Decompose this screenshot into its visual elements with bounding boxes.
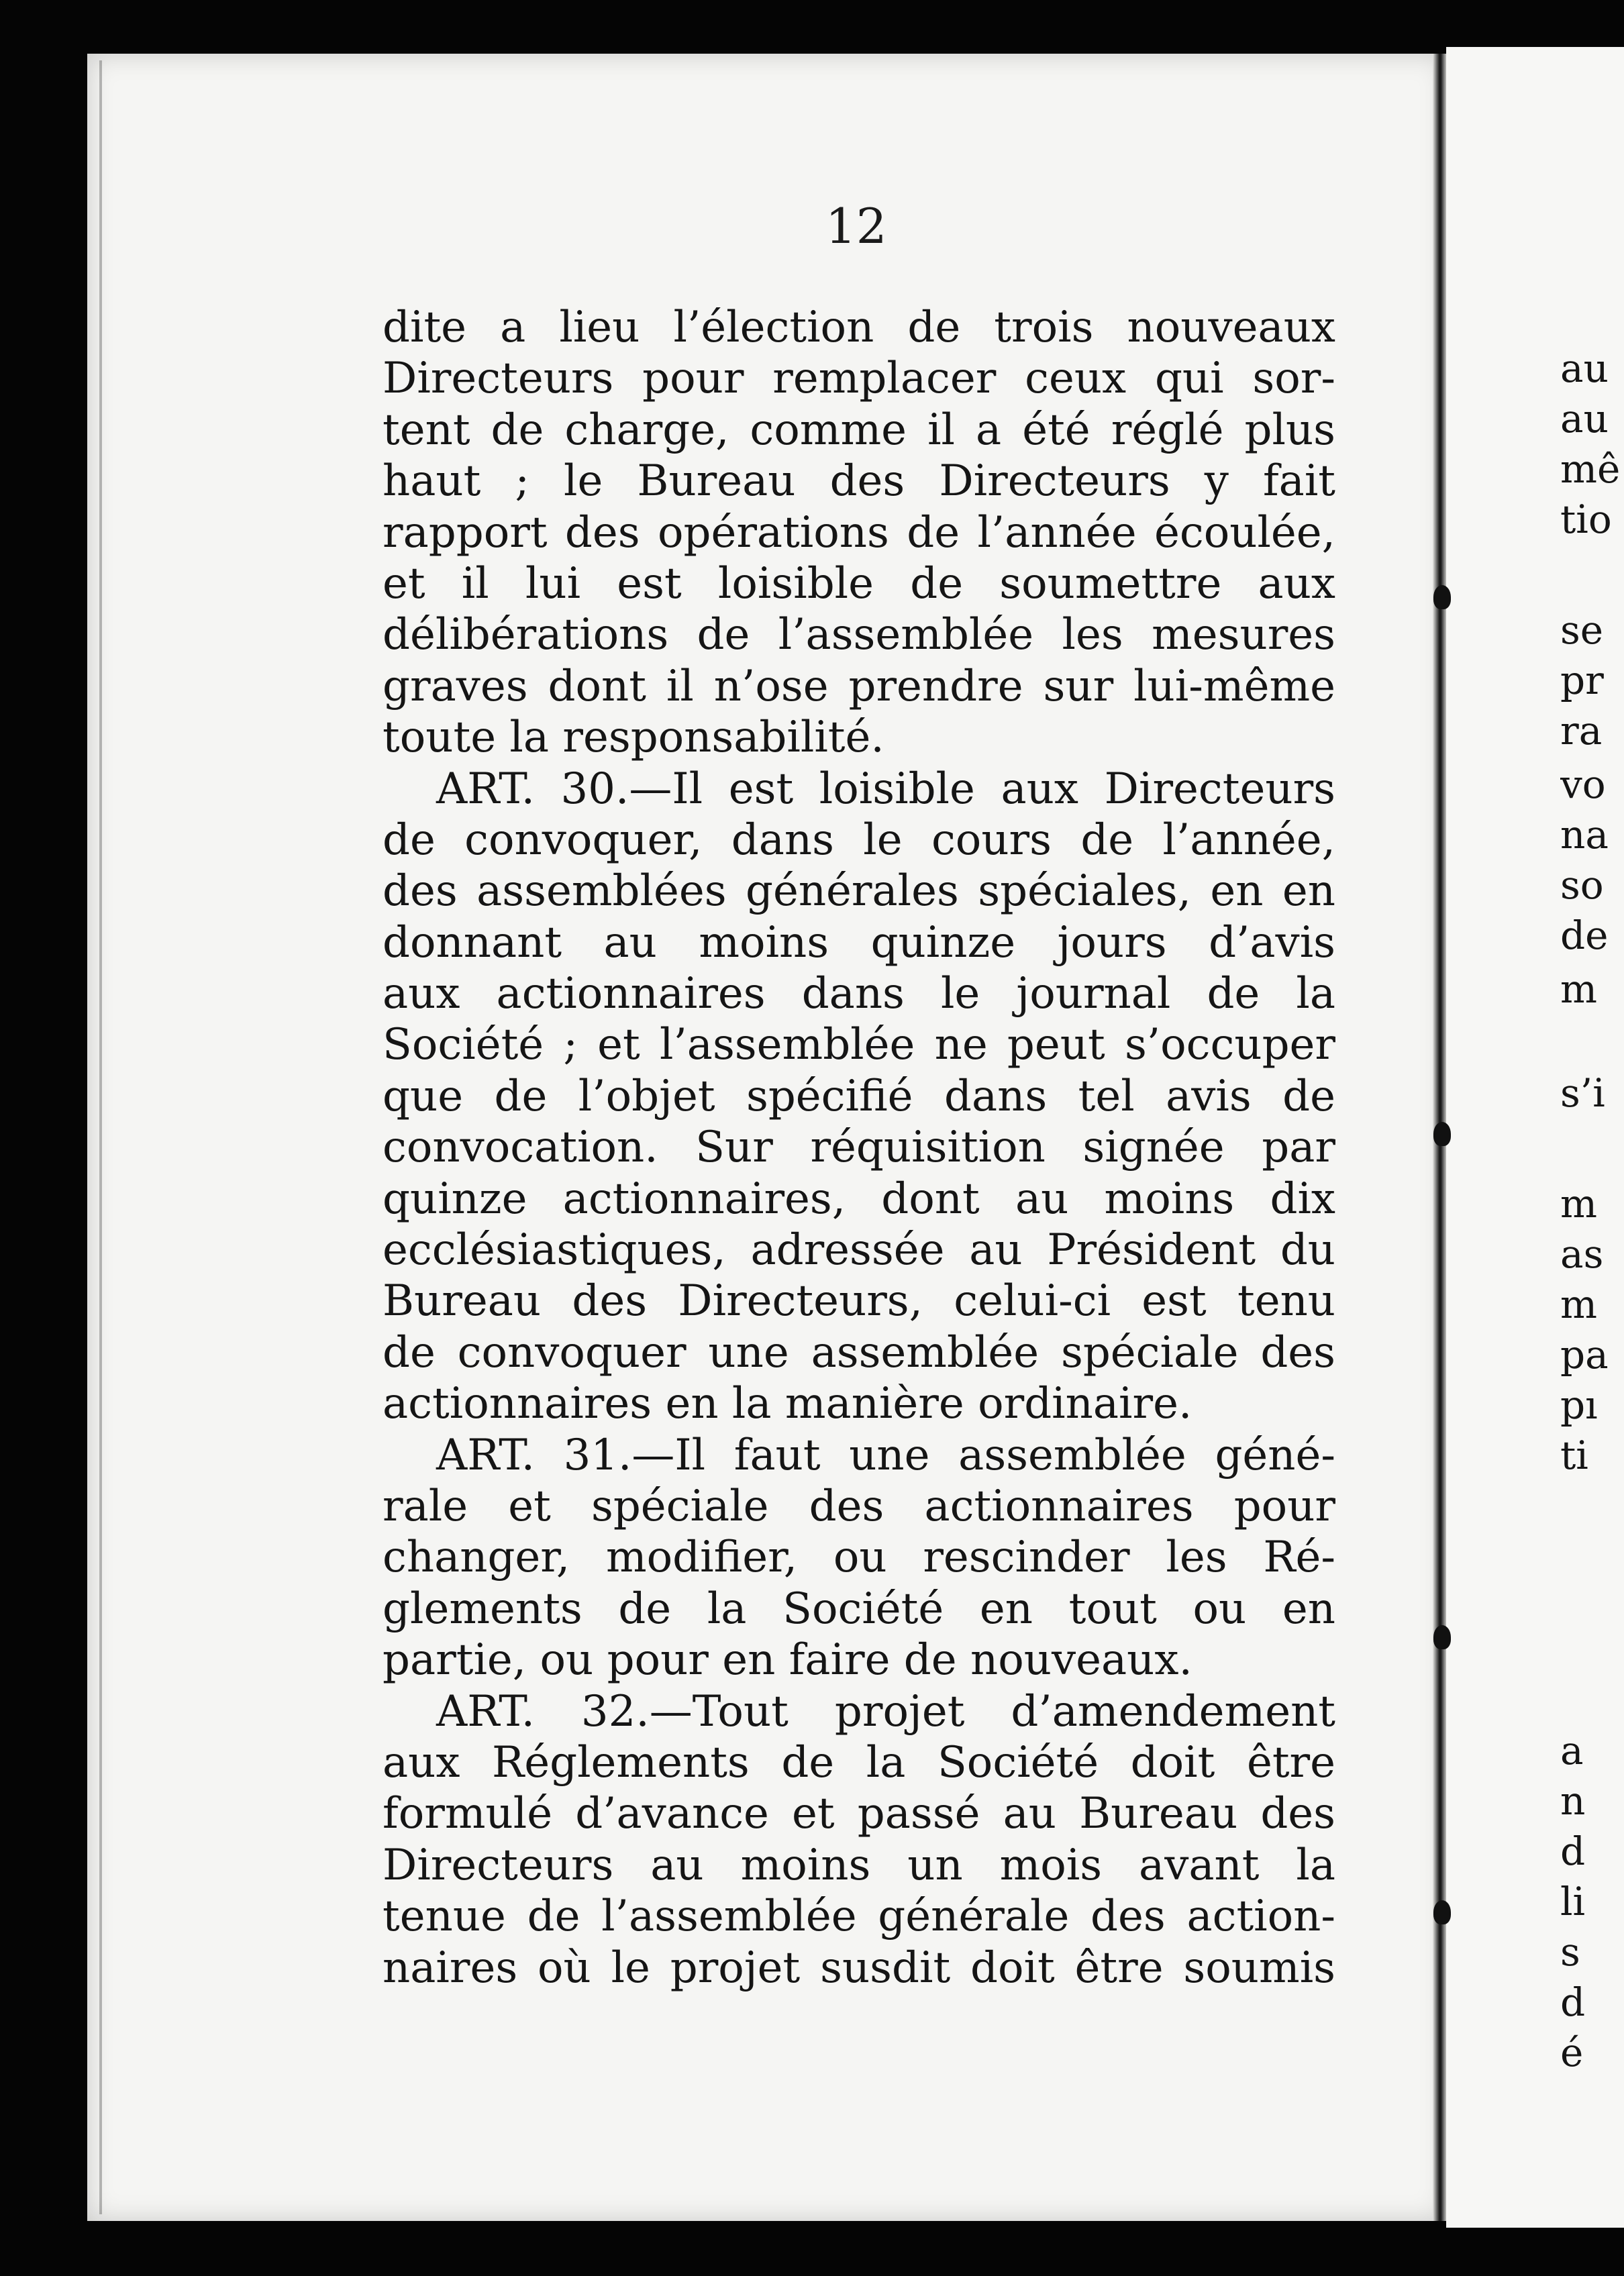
facing-fragment: d	[1560, 1828, 1586, 1874]
text-line: que de l’objet spécifié dans tel avis de	[383, 1071, 1335, 1121]
text-line: tenue de l’assemblée générale des action-	[383, 1892, 1335, 1942]
facing-fragment: d	[1560, 1979, 1586, 2025]
facing-fragment: pa	[1560, 1332, 1609, 1378]
binding-stitch	[1433, 585, 1451, 609]
facing-fragment: m	[1560, 1181, 1597, 1227]
facing-fragment: s	[1560, 1929, 1580, 1975]
facing-fragment: é	[1560, 2030, 1584, 2075]
text-line: formulé d’avance et passé au Bureau des	[383, 1789, 1335, 1839]
binding-stitch	[1433, 1900, 1451, 1924]
binding-stitch	[1433, 1122, 1451, 1146]
text-line: aux actionnaires dans le journal de la	[383, 969, 1335, 1019]
facing-fragment: au	[1560, 396, 1609, 442]
facing-fragment: m	[1560, 1282, 1597, 1327]
article-31-heading-line: ART. 31.—Il faut une assemblée géné-	[436, 1430, 1335, 1480]
text-line: actionnaires en la manière ordinaire.	[383, 1379, 1192, 1429]
facing-fragment: pı	[1560, 1382, 1598, 1428]
facing-fragment: pr	[1560, 658, 1604, 703]
text-line: convocation. Sur réquisition signée par	[383, 1123, 1335, 1173]
text-line: aux Réglements de la Société doit être	[383, 1737, 1335, 1788]
text-line: graves dont il n’ose prendre sur lui-même	[383, 661, 1335, 711]
text-line: quinze actionnaires, dont au moins dix	[383, 1174, 1335, 1224]
article-30-heading-line: ART. 30.—Il est loisible aux Directeurs	[436, 764, 1335, 814]
facing-fragment: ra	[1560, 708, 1603, 754]
facing-fragment: ti	[1560, 1433, 1588, 1478]
facing-page-text	[1560, 0, 1624, 2276]
text-line: Société ; et l’assemblée ne peut s’occuper	[383, 1020, 1335, 1070]
facing-fragment: mê	[1560, 446, 1621, 492]
article-32-heading-line: ART. 32.—Tout projet d’amendement	[436, 1686, 1335, 1737]
text-line: rapport des opérations de l’année écoulée,	[383, 507, 1335, 558]
facing-fragment: vo	[1560, 762, 1606, 807]
page-number: 12	[825, 198, 887, 254]
text-line: Bureau des Directeurs, celui-ci est tenu	[383, 1276, 1335, 1327]
facing-fragment: se	[1560, 607, 1604, 653]
text-line: glements de la Société en tout ou en	[383, 1584, 1335, 1634]
text-line: Directeurs au moins un mois avant la	[383, 1840, 1335, 1890]
text-line: partie, ou pour en faire de nouveaux.	[383, 1635, 1192, 1686]
text-line: de convoquer une assemblée spéciale des	[383, 1327, 1335, 1378]
page-body-text	[383, 302, 1335, 1994]
text-line: tent de charge, comme il a été réglé plus	[383, 405, 1335, 455]
facing-fragment: de	[1560, 913, 1609, 958]
text-line: haut ; le Bureau des Directeurs y fait	[383, 456, 1335, 507]
text-line: dite a lieu l’élection de trois nouveaux	[383, 303, 1335, 352]
text-line: toute la responsabilité.	[383, 713, 884, 763]
text-line: de convoquer, dans le cours de l’année,	[383, 815, 1335, 865]
facing-fragment: li	[1560, 1879, 1586, 1924]
facing-fragment: s’i	[1560, 1070, 1605, 1116]
text-line: des assemblées générales spéciales, en en	[383, 866, 1335, 917]
facing-fragment: na	[1560, 812, 1609, 858]
binding-stitch	[1433, 1625, 1451, 1649]
facing-fragment: m	[1560, 966, 1597, 1012]
facing-fragment: n	[1560, 1778, 1586, 1824]
facing-fragment: as	[1560, 1231, 1604, 1277]
facing-fragment: a	[1560, 1728, 1584, 1773]
text-line: et il lui est loisible de soumettre aux	[383, 558, 1335, 609]
text-line: changer, modifier, ou rescinder les Ré-	[383, 1533, 1335, 1583]
text-line: rale et spéciale des actionnaires pour	[383, 1481, 1335, 1531]
text-line: ecclésiastiques, adressée au Président du	[383, 1225, 1335, 1276]
facing-fragment: so	[1560, 862, 1604, 908]
text-line: délibérations de l’assemblée les mesures	[383, 610, 1335, 660]
facing-fragment: au	[1560, 346, 1609, 391]
facing-fragment: tio	[1560, 497, 1612, 542]
text-line: Directeurs pour remplacer ceux qui sor-	[383, 354, 1335, 404]
text-line: naires où le projet susdit doit être soumis	[383, 1943, 1335, 1993]
text-line: donnant au moins quinze jours d’avis	[383, 917, 1335, 968]
